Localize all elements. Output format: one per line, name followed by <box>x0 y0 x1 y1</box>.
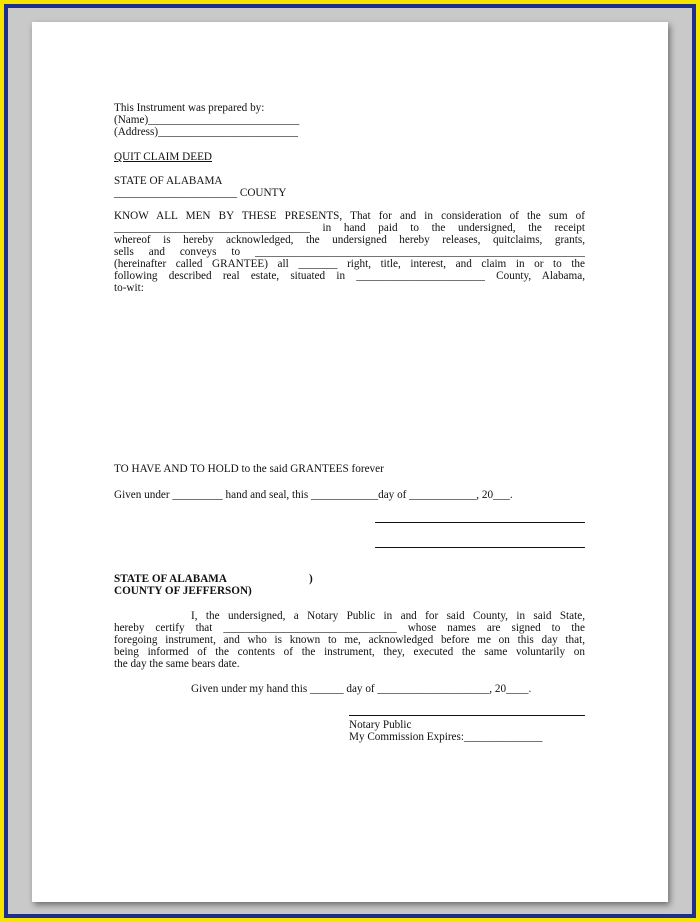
notary-body-line-5: the day the same bears date. <box>114 658 240 670</box>
notary-state: STATE OF ALABAMA <box>114 573 227 585</box>
body-line-3: whereof is hereby acknowledged, the undersigned hereby releases, quitclaims, grants, <box>114 234 585 246</box>
deed-title: QUIT CLAIM DEED <box>114 151 212 163</box>
notary-body-line-4: being informed of the contents of the instrument, they, executed the same voluntarily on <box>114 646 585 658</box>
body-line-7: to-wit: <box>114 282 144 294</box>
address-line: (Address)_________________________ <box>114 126 298 138</box>
document-page <box>32 22 668 902</box>
body-line-2: ___________________________________ in hand paid to the undersigned, the receipt <box>114 222 585 234</box>
name-line: (Name)___________________________ <box>114 114 300 126</box>
notary-paren: ) <box>309 573 313 585</box>
body-line-5: (hereinafter called GRANTEE) all _______ right, title, interest, and claim in or to the <box>114 258 585 270</box>
notary-signature-line <box>349 715 585 716</box>
notary-body-line-3: foregoing instrument, and who is known to me, acknowledged before me on this day that, <box>114 634 585 646</box>
notary-given-line: Given under my hand this ______ day of ____________________, 20____. <box>191 683 532 695</box>
notary-body-line-1: I, the undersigned, a Notary Public in and for said County, in said State, <box>191 610 585 622</box>
body-line-1: KNOW ALL MEN BY THESE PRESENTS, That for and in consideration of the sum of <box>114 210 585 222</box>
habendum-clause: TO HAVE AND TO HOLD to the said GRANTEES forever <box>114 463 384 475</box>
notary-public-label: Notary Public <box>349 719 412 731</box>
county-line: ______________________ COUNTY <box>114 187 287 199</box>
given-under-line: Given under _________ hand and seal, this ____________day of ____________, 20___. <box>114 489 513 501</box>
body-line-4: sells and conveys to ___________________________________________________________ <box>114 246 585 258</box>
prepared-by: This Instrument was prepared by: <box>114 102 265 114</box>
signature-line-2 <box>375 547 585 548</box>
notary-county: COUNTY OF JEFFERSON) <box>114 585 252 597</box>
commission-expires: My Commission Expires:______________ <box>349 731 543 743</box>
signature-line-1 <box>375 522 585 523</box>
document-viewer <box>8 8 692 914</box>
state-heading: STATE OF ALABAMA <box>114 175 223 187</box>
notary-body-line-2: hereby certify that _______________________________ whose names are signed to the <box>114 622 585 634</box>
body-line-6: following described real estate, situated in _______________________ County, Alabama, <box>114 270 585 282</box>
